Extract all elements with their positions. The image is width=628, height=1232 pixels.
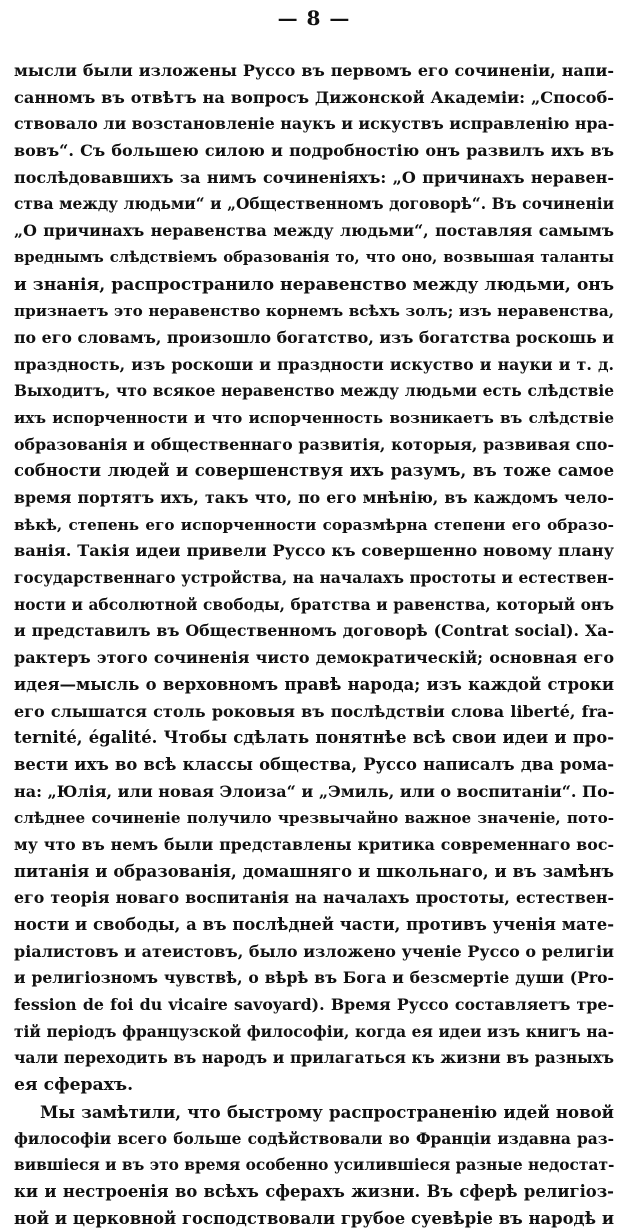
text-line: му что въ немъ были представлены критика современнаго вос-: [14, 834, 614, 854]
text-line: и религіозномъ чувствѣ, о вѣрѣ въ Бога и безсмертіе души (Pro-: [14, 968, 614, 988]
text-line: вовъ“. Съ большею силою и подробностію онъ развилъ ихъ въ: [14, 141, 614, 161]
text-line: собности людей и совершенствуя ихъ разумъ, въ тоже самое: [14, 461, 614, 481]
text-line: санномъ въ отвѣтъ на вопросъ Дижонской Академіи: „Способ-: [14, 87, 614, 107]
text-line: fession de foi du vicaire savoyard). Время Руссо составляетъ тре-: [14, 995, 614, 1015]
text-line: образованія и общественнаго развитія, которыя, развивая спо-: [14, 434, 614, 454]
text-line: ки и нестроенія во всѣхъ сферахъ жизни. Въ сферѣ религіоз-: [14, 1181, 614, 1201]
text-line: ности и абсолютной свободы, братства и равенства, который онъ: [14, 595, 614, 614]
text-line: послѣдовавшихъ за нимъ сочиненіяхъ: „О причинахъ неравен-: [14, 167, 614, 187]
text-line: чали переходить въ народъ и прилагаться къ жизни въ разныхъ: [14, 1048, 614, 1068]
text-line: на: „Юлія, или новая Элоиза“ и „Эмиль, или о воспитаніи“. По-: [14, 781, 614, 801]
text-line: и знанія, распространило неравенство между людьми, онъ: [14, 274, 614, 295]
text-line: слѣднее сочиненіе получило чрезвычайно важное значеніе, пото-: [14, 809, 614, 828]
text-line: ея сферахъ.: [14, 1075, 134, 1096]
text-line: ванія. Такія идеи привели Руссо къ совершенно новому плану: [14, 541, 614, 561]
text-line: государственнаго устройства, на началахъ простоты и естествен-: [14, 569, 614, 588]
page-number: — 8 —: [277, 6, 351, 30]
text-line: питанія и образованія, домашняго и школьнаго, и въ замѣнъ: [14, 861, 614, 881]
text-line: вившіеся и въ это время особенно усилившіеся разные недостат-: [14, 1156, 614, 1175]
text-line: и представилъ въ Общественномъ договорѣ (Contrat social). Ха-: [14, 621, 614, 641]
text-line: ternité, égalité. Чтобы сдѣлать понятнѣе всѣ свои идеи и про-: [14, 728, 614, 748]
text-line: его слышатся столь роковыя въ послѣдствіи слова liberté, fra-: [14, 701, 614, 721]
text-line: тій періодъ французской философіи, когда ея идеи изъ книгъ на-: [14, 1022, 614, 1041]
text-line: Мы замѣтили, что быстрому распространенію идей новой: [40, 1101, 614, 1122]
text-line: вреднымъ слѣдствіемъ образованія то, что оно, возвышая таланты: [14, 248, 614, 266]
text-line: вести ихъ во всѣ классы общества, Руссо написалъ два рома-: [14, 754, 614, 774]
text-line: ной и церковной господствовали грубое суевѣріе въ народѣ и: [14, 1208, 614, 1228]
text-line: признаетъ это неравенство корнемъ всѣхъ золъ; изъ неравенства,: [14, 302, 614, 321]
text-line: вѣкѣ, степень его испорченности соразмѣрна степени его образо-: [14, 515, 614, 534]
text-line: его теорія новаго воспитанія на началахъ простоты, естествен-: [14, 888, 614, 908]
text-line: мысли были изложены Руссо въ первомъ его сочиненіи, напи-: [14, 61, 614, 80]
body-text: [14, 58, 614, 1232]
text-line: праздность, изъ роскоши и праздности искуство и науки и т. д.: [14, 354, 614, 374]
text-line: рактеръ этого сочиненія чисто демократическій; основная его: [14, 648, 614, 668]
text-line: ріалистовъ и атеистовъ, было изложено ученіе Руссо о религіи: [14, 941, 614, 961]
text-line: время портятъ ихъ, такъ что, по его мнѣнію, въ каждомъ чело-: [14, 488, 614, 507]
text-line: идея—мысль о верховномъ правѣ народа; изъ каждой строки: [14, 674, 614, 694]
text-line: „О причинахъ неравенства между людьми“, поставляя самымъ: [14, 221, 614, 241]
text-line: ствовало ли возстановленіе наукъ и искуствъ исправленію нра-: [14, 114, 614, 134]
text-line: философіи всего больше содѣйствовали во Франціи издавна раз-: [14, 1129, 614, 1148]
text-line: ихъ испорченности и что испорченность возникаетъ въ слѣдствіе: [14, 408, 614, 427]
text-line: ства между людьми“ и „Общественномъ договорѣ“. Въ сочиненіи: [14, 195, 614, 214]
text-line: ности и свободы, а въ послѣдней части, противъ ученія мате-: [14, 915, 614, 934]
text-line: Выходитъ, что всякое неравенство между людьми есть слѣдствіе: [14, 382, 614, 401]
text-line: по его словамъ, произошло богатство, изъ богатства роскошь и: [14, 327, 614, 347]
